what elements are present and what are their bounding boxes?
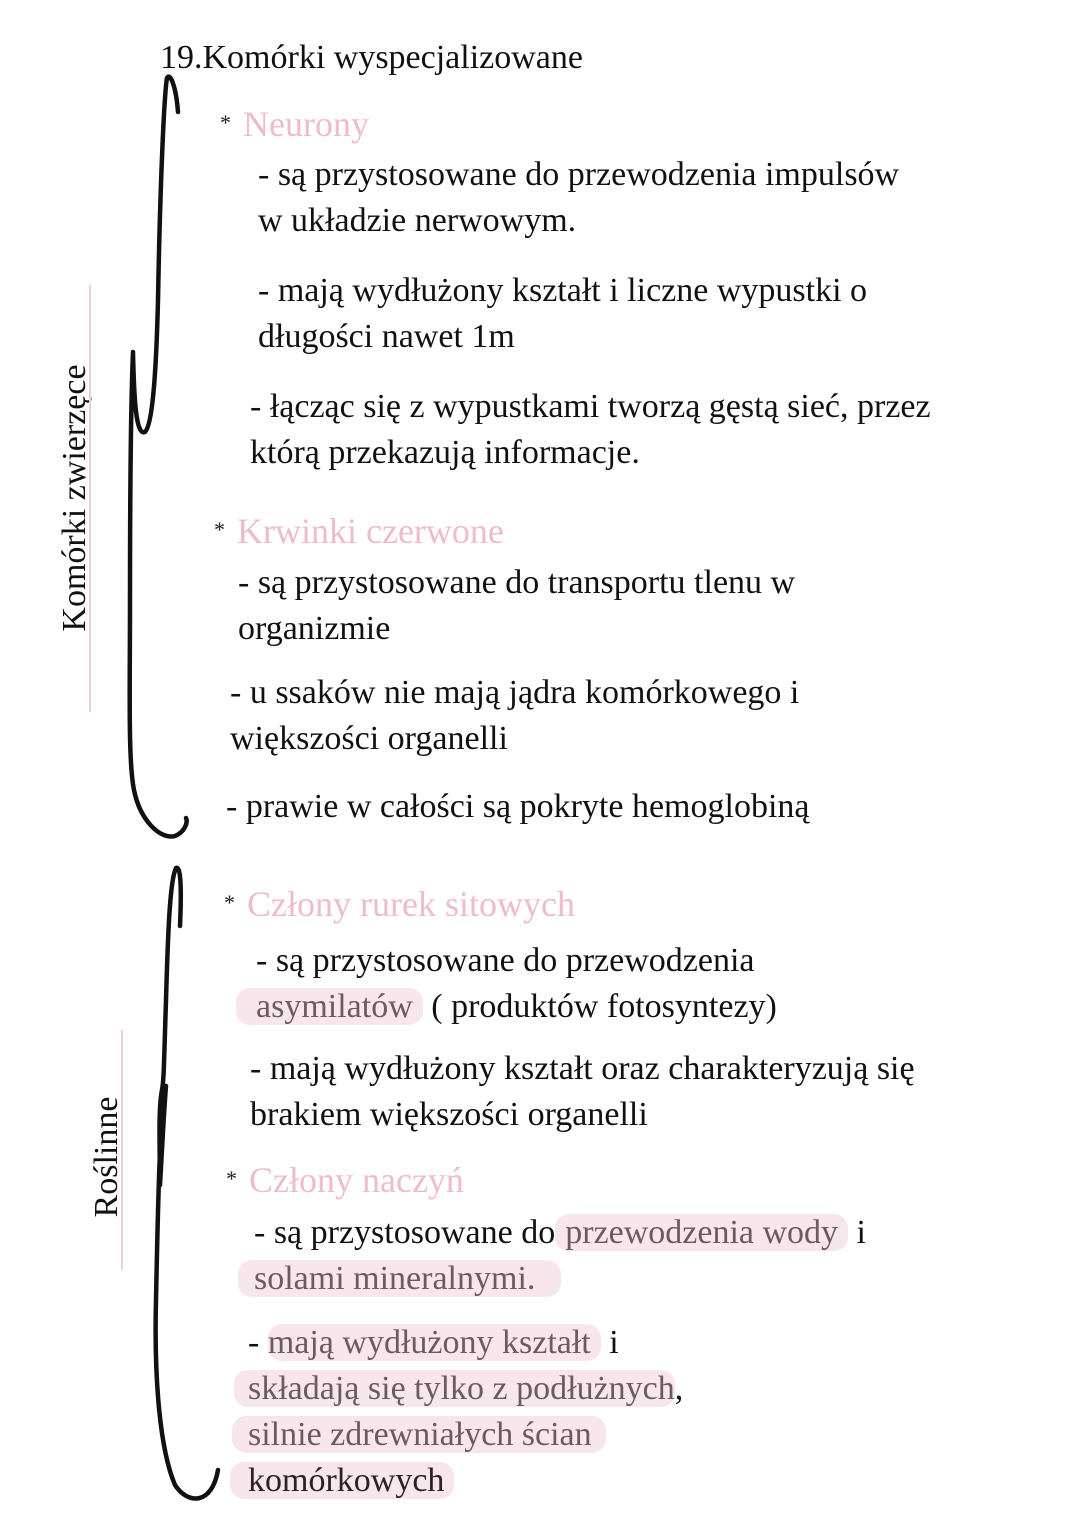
highlight-skladaja: składają się tylko z podłużnych — [234, 1370, 675, 1407]
krwinki-line-2: organizmie — [238, 610, 391, 647]
naczynia-line-4-b: , — [674, 1370, 684, 1407]
animal-brace — [130, 77, 187, 837]
asterisk-icon: * — [220, 110, 231, 135]
krwinki-line-5: - prawie w całości są pokryte hemoglobiną — [226, 788, 810, 825]
heading-naczynia — [226, 1158, 464, 1207]
rurki-line-2-rest: ( produktów fotosyntezy) — [422, 988, 777, 1025]
naczynia-line-5 — [232, 1412, 606, 1458]
highlight-wydluzony: mają wydłużony kształt — [268, 1324, 601, 1361]
krwinki-line-1: - są przystosowane do transportu tlenu w — [238, 564, 796, 601]
highlight-komorkowych: komórkowych — [230, 1462, 454, 1499]
krwinki-line-4: większości organelli — [230, 720, 508, 757]
naczynia-line-6 — [230, 1458, 454, 1504]
naczynia-line-1-a: - są przystosowane do — [254, 1214, 556, 1251]
heading-rurki-text: Człony rurek sitowych — [247, 884, 575, 924]
heading-neurony — [220, 102, 369, 151]
heading-krwinki-text: Krwinki czerwone — [237, 511, 504, 551]
heading-naczynia-text: Człony naczyń — [249, 1160, 464, 1200]
highlight-przewodzenia-wody: przewodzenia wody — [555, 1214, 848, 1251]
naczynia-line-2 — [238, 1256, 561, 1302]
asterisk-icon: * — [226, 1166, 237, 1191]
rurki-line-4: brakiem większości organelli — [250, 1096, 648, 1133]
asterisk-icon: * — [214, 517, 225, 542]
naczynia-line-3-a: - — [248, 1324, 268, 1361]
neurony-line-6: którą przekazują informacje. — [250, 434, 640, 471]
neurony-line-5: - łącząc się z wypustkami tworzą gęstą sieć, przez — [250, 388, 931, 425]
highlight-solami: solami mineralnymi. — [238, 1260, 561, 1297]
rurki-line-3: - mają wydłużony kształt oraz charakteryzują się — [250, 1050, 915, 1087]
rurki-line-1: - są przystosowane do przewodzenia — [256, 942, 755, 979]
naczynia-line-3 — [248, 1320, 619, 1366]
highlight-asymilatow: asymilatów — [236, 988, 423, 1025]
rurki-line-2 — [236, 984, 777, 1030]
naczynia-line-1 — [254, 1210, 866, 1256]
neurony-line-1: - są przystosowane do przewodzenia impulsów — [258, 156, 900, 193]
page-title: 19.Komórki wyspecjalizowane — [160, 39, 583, 76]
naczynia-line-3-b: i — [600, 1324, 619, 1361]
heading-neurony-text: Neurony — [243, 104, 369, 144]
plant-cells-label: Roślinne — [88, 1096, 125, 1218]
heading-rurki — [224, 882, 575, 931]
plant-brace — [156, 868, 218, 1499]
naczynia-line-1-b: i — [848, 1214, 866, 1251]
neurony-line-3: - mają wydłużony kształt i liczne wypustki o — [258, 272, 868, 309]
asterisk-icon: * — [224, 890, 235, 915]
animal-cells-label: Komórki zwierzęce — [56, 364, 93, 632]
highlight-silnie: silnie zdrewniałych ścian — [232, 1416, 606, 1453]
neurony-line-2: w układzie nerwowym. — [258, 202, 577, 239]
krwinki-line-3: - u ssaków nie mają jądra komórkowego i — [230, 674, 800, 711]
naczynia-line-4 — [234, 1366, 683, 1412]
heading-krwinki — [214, 509, 504, 558]
neurony-line-4: długości nawet 1m — [258, 318, 515, 355]
